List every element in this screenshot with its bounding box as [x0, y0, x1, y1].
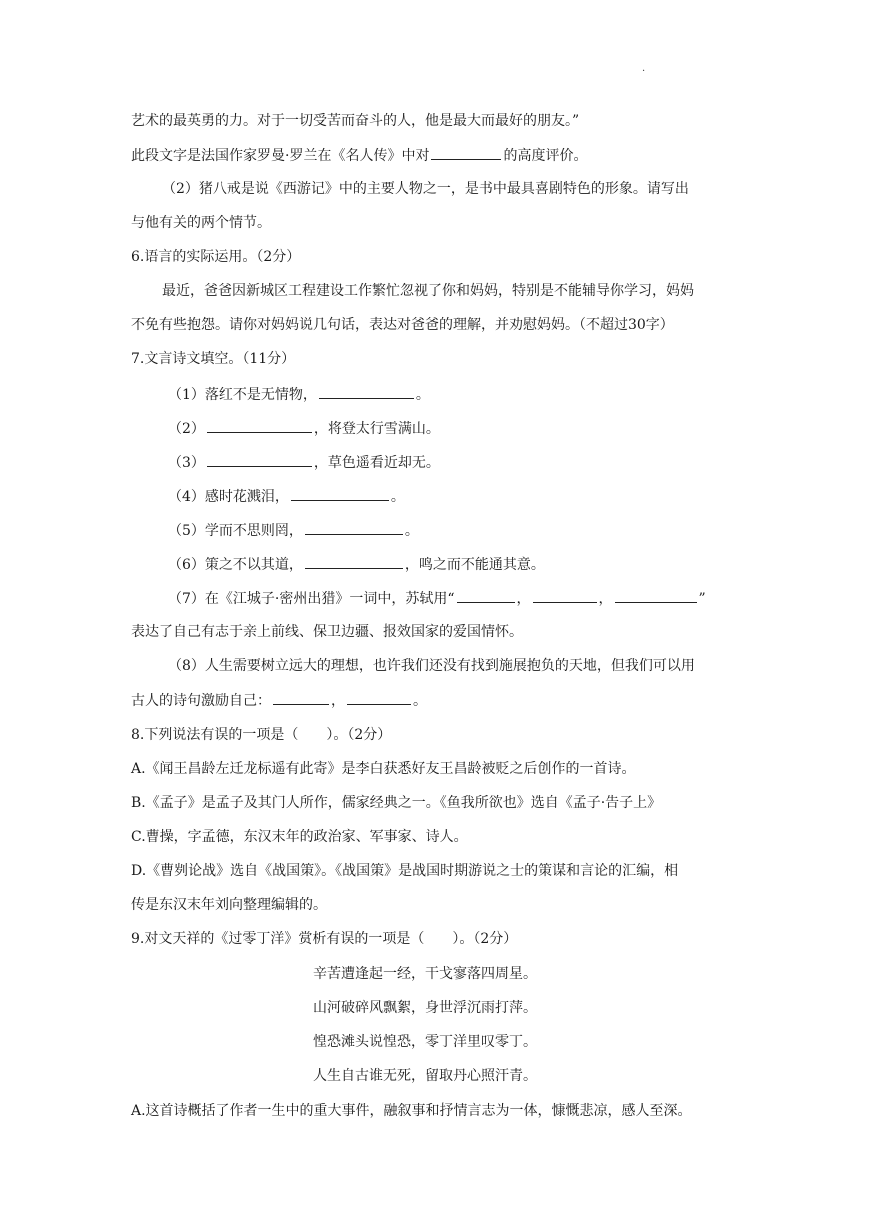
fill-item: （3） ，草色遥看近却无。	[0, 452, 869, 473]
poem-line: 山河破碎风飘絮，身世浮沉雨打萍。	[313, 1000, 537, 1016]
question-heading: 7.文言诗文填空。（11分）	[131, 351, 296, 367]
page-marker: ·	[642, 66, 646, 77]
answer-blank[interactable]	[273, 690, 329, 705]
question-heading: 9.对文天祥的《过零丁洋》赏析有误的一项是（ ）。（2分）	[131, 931, 518, 947]
fill-item: （8）人生需要树立远大的理想，也许我们还没有找到施展抱负的天地，但我们可以用	[168, 658, 695, 674]
option-d: D.《曹刿论战》选自《战国策》。《战国策》是战国时期游说之士的策谋和言论的汇编，相	[131, 863, 679, 879]
text-line: 与他有关的两个情节。	[131, 215, 271, 231]
fill-item: 古人的诗句激励自己： ， 。	[0, 690, 869, 711]
answer-blank[interactable]	[207, 452, 312, 467]
answer-blank[interactable]	[347, 690, 411, 705]
answer-blank[interactable]	[615, 588, 697, 603]
question-heading: 6.语言的实际运用。（2分）	[131, 249, 301, 265]
option-a: A.这首诗概括了作者一生中的重大事件，融叙事和抒情言志为一体，慷慨悲凉，感人至深。	[131, 1103, 692, 1119]
fill-item: （4）感时花溅泪， 。	[0, 486, 869, 507]
poem-line: 辛苦遭逢起一经，干戈寥落四周星。	[313, 966, 537, 982]
answer-blank[interactable]	[457, 588, 515, 603]
option-a: A.《闻王昌龄左迁龙标遥有此寄》是李白获悉好友王昌龄被贬之后创作的一首诗。	[131, 761, 636, 777]
question-heading: 8.下列说法有误的一项是（ ）。（2分）	[131, 727, 392, 743]
answer-blank[interactable]	[305, 520, 403, 535]
fill-item: （2） ，将登太行雪满山。	[0, 418, 869, 439]
question-line: （2）猪八戒是说《西游记》中的主要人物之一，是书中最具喜剧特色的形象。请写出	[162, 181, 689, 197]
option-b: B.《孟子》是孟子及其门人所作，儒家经典之一。《鱼我所欲也》选自《孟子·告子上》	[131, 795, 662, 811]
answer-blank[interactable]	[431, 145, 501, 160]
fill-item: （5）学而不思则罔， 。	[0, 520, 869, 541]
answer-blank[interactable]	[305, 554, 403, 569]
fill-item: （6）策之不以其道， ，鸣之而不能通其意。	[0, 554, 869, 575]
fill-item: （1）落红不是无情物， 。	[0, 384, 869, 405]
fill-item: （7）在《江城子·密州出猎》一词中，苏轼用“ ， ， ”	[0, 588, 869, 609]
text-line: 不免有些抱怨。请你对妈妈说几句话，表达对爸爸的理解，并劝慰妈妈。（不超过30字）	[131, 317, 674, 333]
poem-line: 惶恐滩头说惶恐，零丁洋里叹零丁。	[313, 1034, 537, 1050]
answer-blank[interactable]	[291, 486, 389, 501]
poem-line: 人生自古谁无死，留取丹心照汗青。	[313, 1068, 537, 1084]
answer-blank[interactable]	[319, 384, 414, 399]
answer-blank[interactable]	[207, 418, 312, 433]
text-line: 传是东汉末年刘向整理编辑的。	[131, 897, 327, 913]
text-line: 此段文字是法国作家罗曼·罗兰在《名人传》中对 的高度评价。	[0, 145, 869, 166]
text-line: 最近，爸爸因新城区工程建设工作繁忙忽视了你和妈妈，特别是不能辅导你学习，妈妈	[162, 283, 694, 299]
answer-blank[interactable]	[533, 588, 597, 603]
text-line: 表达了自己有志于亲上前线、保卫边疆、报效国家的爱国情怀。	[131, 624, 523, 640]
text-line: 艺术的最英勇的力。对于一切受苦而奋斗的人，他是最大而最好的朋友。”	[131, 113, 580, 129]
option-c: C.曹操，字孟德，东汉末年的政治家、军事家、诗人。	[131, 829, 468, 845]
